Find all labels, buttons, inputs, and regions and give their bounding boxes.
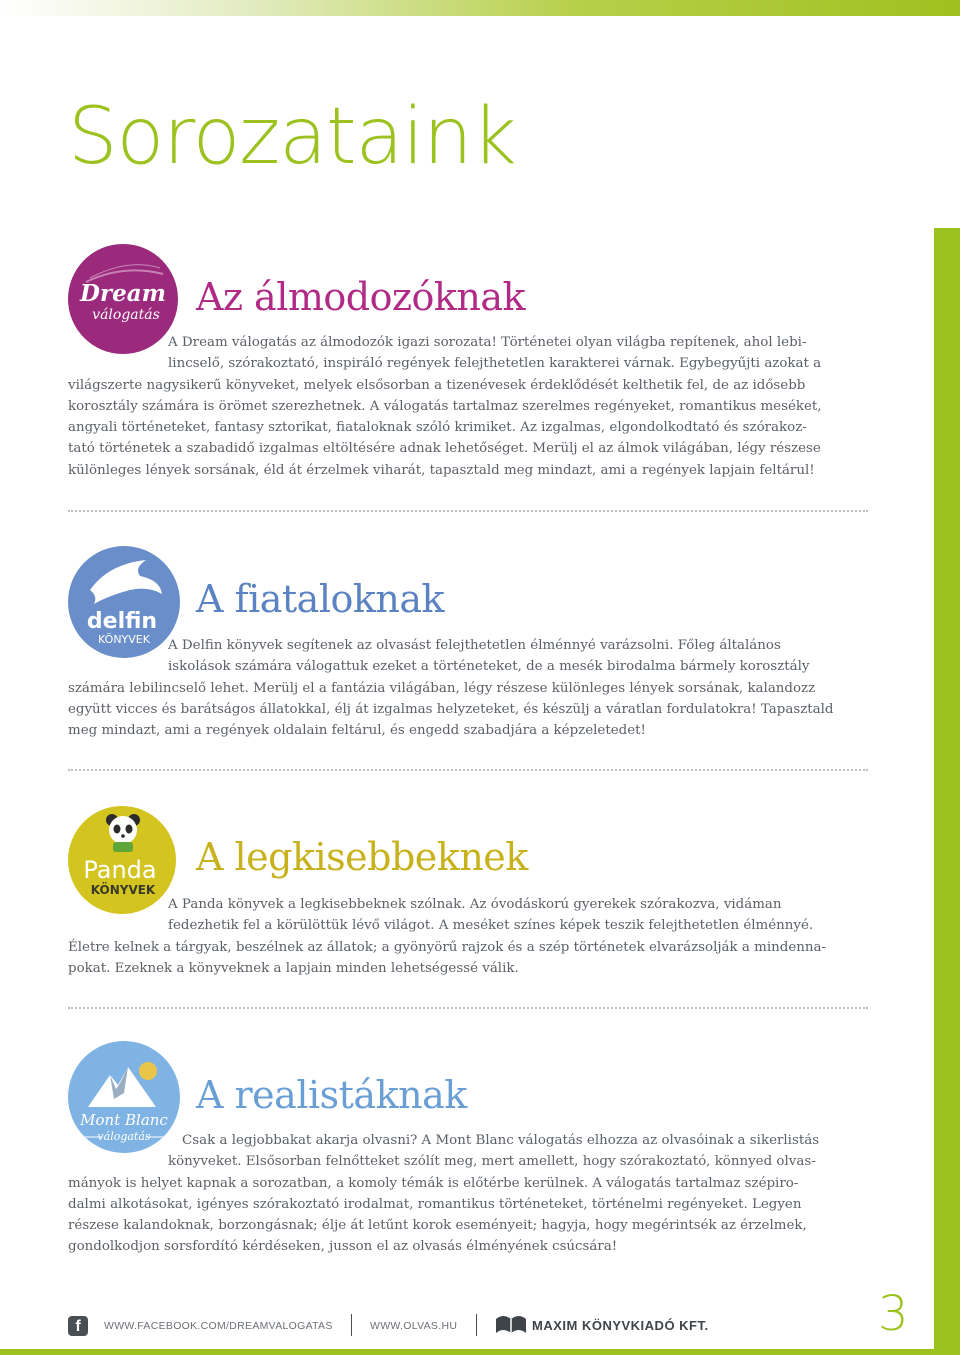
text-line: A Dream válogatás az álmodozók igazi sorozata! Történetei olyan világba repítenek, ahol lebi- xyxy=(168,335,807,350)
footer xyxy=(0,1300,960,1348)
section-text-delfin xyxy=(68,635,843,741)
footer-separator xyxy=(351,1314,352,1336)
section-heading-delfin: A fiataloknak xyxy=(196,577,445,621)
text-line: korosztály számára is örömet szerezhetnek. A válogatás tartalmaz szerelmes regényeket, romantikus meséket, xyxy=(68,398,822,414)
top-accent-bar xyxy=(0,0,960,16)
section-divider xyxy=(68,510,868,512)
section-text-mont-blanc xyxy=(68,1130,843,1258)
text-line: A Panda könyvek a legkisebbeknek szólnak. Az óvodáskorú gyerekek szórakozva, vidáman xyxy=(168,897,782,912)
text-line: iskolások számára válogattuk ezeket a történeteket, de a mesék birodalma bármely korosztály xyxy=(168,659,810,675)
panda-logo-line2: KÖNYVEK xyxy=(90,883,156,897)
text-line: lincselő, szórakoztató, inspiráló regények felejthetetlen karakterei várnak. Egybegyűjti azokat a xyxy=(168,356,822,372)
text-line: Életre kelnek a tárgyak, beszélnek az állatok; a gyönyörű rajzok és a szép történetek elvarázsolják a mindenna- xyxy=(68,939,826,955)
text-line: világszerte nagysikerű könyveket, melyek elsősorban a tizenévesek érdeklődését kelthetik fel, de az idősebb xyxy=(68,377,806,393)
text-line: dalmi alkotásokat, igényes szórakoztató irodalmat, romantikus történeteket, történelmi regényeket. Legyen xyxy=(68,1196,802,1212)
footer-separator xyxy=(476,1314,477,1336)
section-heading-dream: Az álmodozóknak xyxy=(196,275,526,319)
facebook-icon[interactable]: f xyxy=(68,1316,88,1336)
text-line: könyveket. Elsősorban felnőtteket szólít meg, mert amellett, hogy szórakoztató, könnyed olvas- xyxy=(168,1154,816,1170)
text-line: angyali történeteket, fantasy sztorikat, fiataloknak szóló krimiket. Az izgalmas, elgondolkodtató és szórakoz- xyxy=(68,420,807,436)
website-link[interactable]: WWW.OLVAS.HU xyxy=(370,1320,458,1332)
facebook-link[interactable]: WWW.FACEBOOK.COM/DREAMVALOGATAS xyxy=(104,1320,333,1332)
panda-logo-line1: Panda xyxy=(83,856,157,884)
section-text-panda xyxy=(68,894,843,979)
delfin-logo-line1: delfin xyxy=(86,609,158,634)
bottom-accent-bar xyxy=(0,1349,934,1355)
dream-logo-line2: válogatás xyxy=(92,307,160,323)
text-line: együtt vicces és barátságos állatokkal, élj át izgalmas helyzeteket, és készülj a váratlan fordulatokra! Tapasztald xyxy=(68,701,834,717)
delfin-logo-line2: KÖNYVEK xyxy=(98,633,150,646)
text-line: Csak a legjobbakat akarja olvasni? A Mont Blanc válogatás elhozza az olvasóinak a sikerlistás xyxy=(182,1133,820,1148)
section-heading-mont-blanc: A realistáknak xyxy=(196,1073,467,1117)
text-line: különleges lények sorsának, éld át érzelmek viharát, tapasztald meg mindazt, ami a regények lapjain feltárul! xyxy=(68,462,815,478)
text-line: A Delfin könyvek segítenek az olvasást felejthetetlen élménnyé varázsolni. Főleg általános xyxy=(168,638,781,653)
text-line: tató történetek a szabadidő izgalmas eltöltésére adnak lehetőséget. Merülj el az álmok világában, légy részese xyxy=(68,441,821,457)
text-line: számára lebilincselő lehet. Merülj el a fantázia világában, légy részese különleges lények sorsának, kalandozz xyxy=(68,680,816,696)
text-line: fedezhetik fel a körülöttük lévő világot. A meséket színes képek teszik felejthetetlen élménnyé. xyxy=(168,918,814,934)
text-line: gondolkodjon sorsfordító kérdéseken, jusson el az olvasás élményének csúcsára! xyxy=(68,1239,618,1255)
text-line: meg mindazt, ami a regények oldalain feltárul, és engedd szabadjára a képzeletedet! xyxy=(68,723,646,739)
side-accent-bar xyxy=(934,228,960,1355)
publisher-logo-icon xyxy=(494,1313,528,1335)
section-text-dream xyxy=(68,332,843,481)
section-divider xyxy=(68,1007,868,1009)
mont-blanc-logo-line2: válogatás xyxy=(97,1130,151,1143)
text-line: mányok is helyet kapnak a sorozatban, a komoly témák is előtérbe kerülnek. A válogatás tartalmaz szépiro- xyxy=(68,1175,799,1191)
mont-blanc-logo-line1: Mont Blanc xyxy=(80,1111,168,1129)
publisher-name: MAXIM KÖNYVKIADÓ KFT. xyxy=(532,1318,709,1333)
page-title: Sorozataink xyxy=(68,92,516,182)
page-number: 3 xyxy=(878,1286,909,1342)
section-heading-panda: A legkisebbeknek xyxy=(196,835,528,879)
text-line: részese kalandoknak, borzongásnak; élje át letűnt korok eseményeit; hagyja, hogy megérintsék az érzelmek, xyxy=(68,1218,807,1234)
dream-logo-line1: Dream xyxy=(80,280,166,307)
section-divider xyxy=(68,769,868,771)
text-line: pokat. Ezeknek a könyveknek a lapjain minden lehetségessé válik. xyxy=(68,960,519,976)
